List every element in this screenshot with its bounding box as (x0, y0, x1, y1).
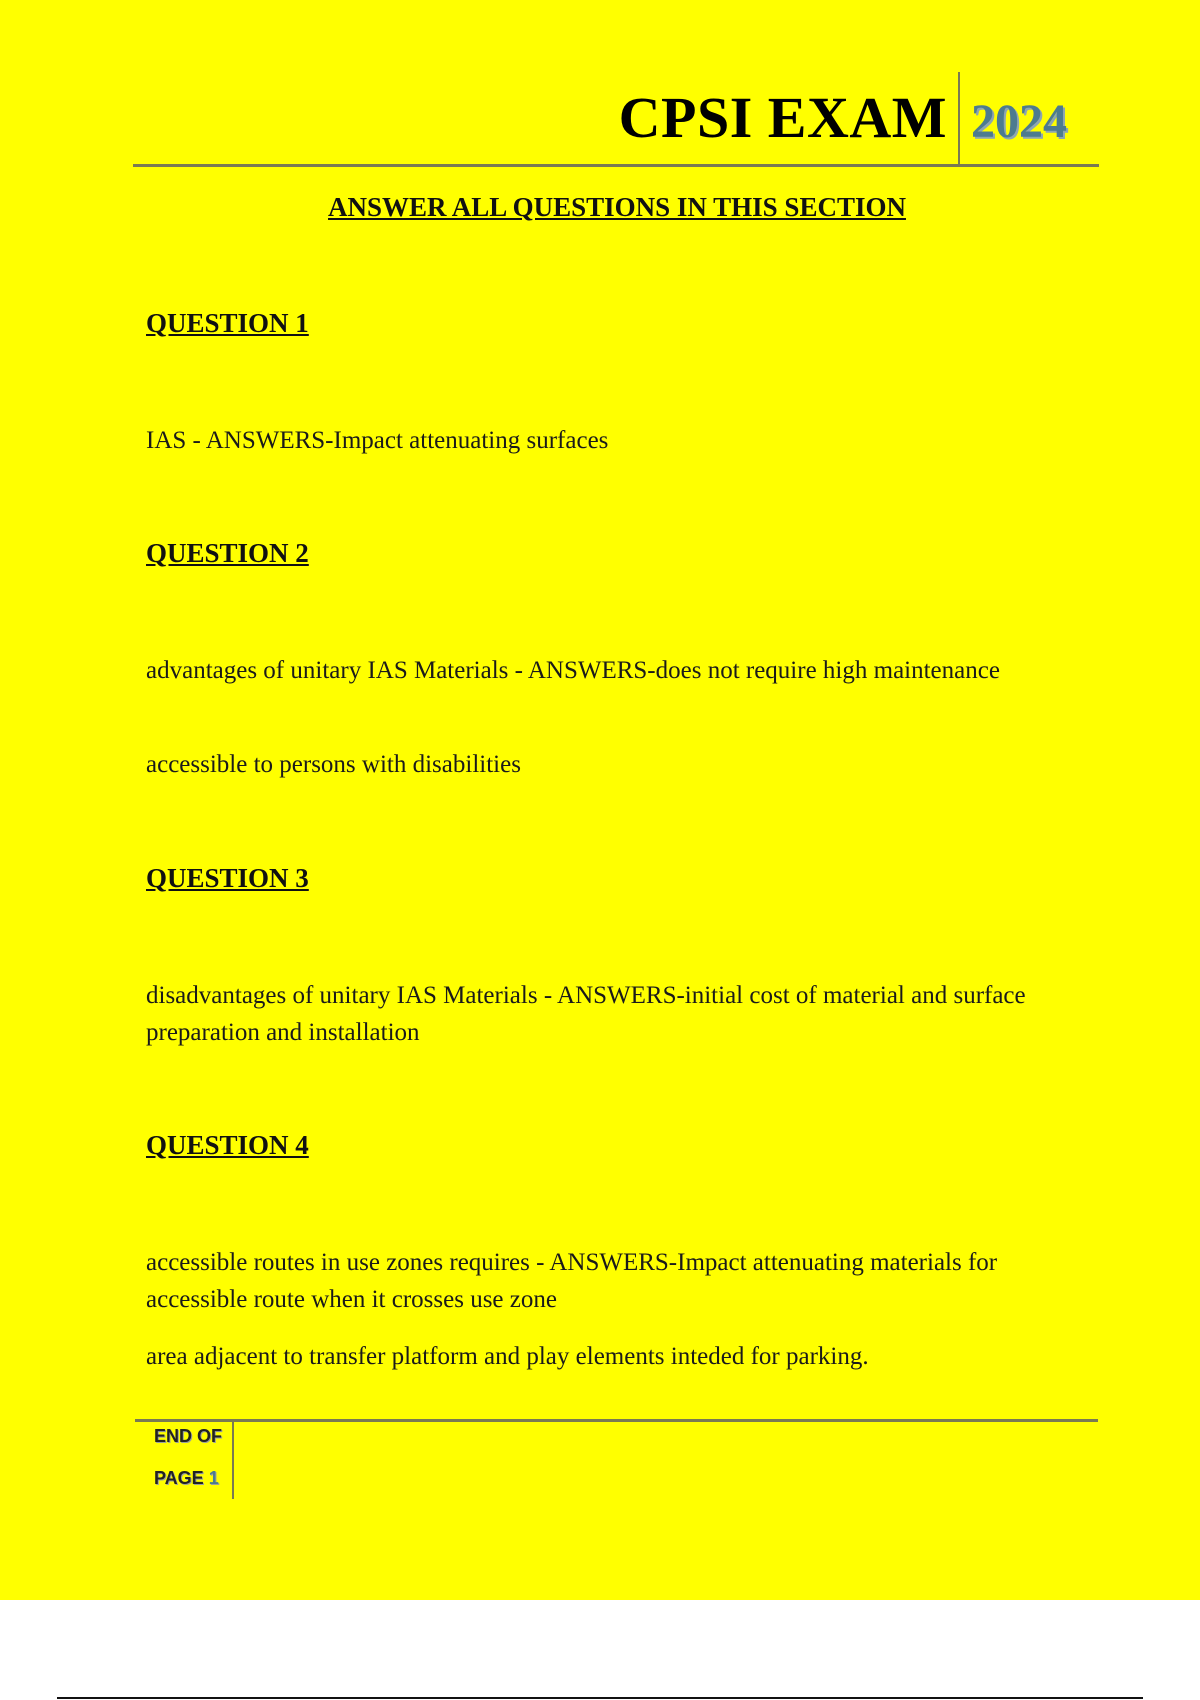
question-2-answer-1: advantages of unitary IAS Materials - ANSWERS-does not require high maintenance (146, 657, 1000, 684)
section-instruction: ANSWER ALL QUESTIONS IN THIS SECTION (328, 192, 906, 222)
question-2-answer-2: accessible to persons with disabilities (146, 751, 521, 778)
question-4-heading: QUESTION 4 (146, 1130, 309, 1160)
footer-rule (135, 1419, 1098, 1422)
header-divider (958, 72, 960, 164)
footer-page (154, 1468, 219, 1489)
page-header (133, 72, 1099, 167)
footer-page-label: PAGE (154, 1468, 204, 1488)
question-1-answer: IAS - ANSWERS-Impact attenuating surfaces (146, 427, 609, 454)
exam-title: CPSI EXAM (618, 85, 947, 150)
question-2-heading: QUESTION 2 (146, 538, 309, 568)
footer-page-number: 1 (208, 1468, 219, 1488)
footer-end-of: END OF (154, 1426, 223, 1446)
question-1-heading: QUESTION 1 (146, 308, 309, 338)
footer-divider (232, 1422, 234, 1499)
question-3-heading: QUESTION 3 (146, 863, 309, 893)
bottom-rule (57, 1697, 1143, 1699)
exam-year: 2024 (971, 95, 1067, 148)
question-3-answer: disadvantages of unitary IAS Materials - ANSWERS-initial cost of material and surface preparation and installation (146, 982, 1026, 1046)
question-4-answer-2: area adjacent to transfer platform and play elements inteded for parking. (146, 1343, 869, 1370)
question-4-answer-1: accessible routes in use zones requires - ANSWERS-Impact attenuating materials for accessible route when it crosses use zone (146, 1249, 998, 1313)
